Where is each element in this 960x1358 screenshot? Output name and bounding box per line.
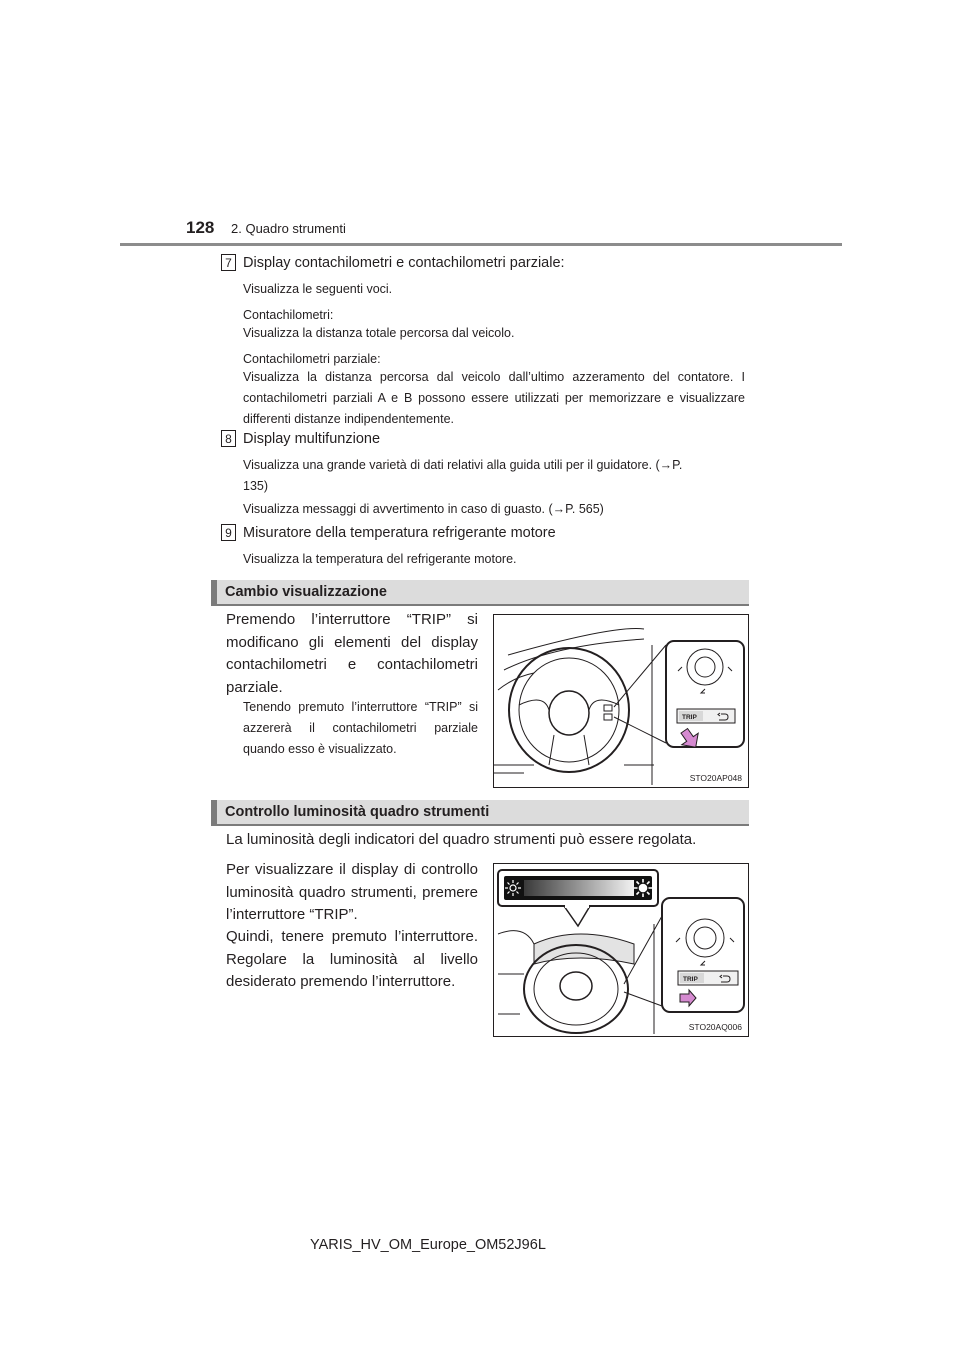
item-title-odometer: Display contachilometri e contachilometri parziale:: [243, 255, 565, 271]
section-text: Per visualizzare il display di controllo luminosità quadro strumenti, premere l’interruttore “TRIP”.: [226, 861, 478, 923]
section-heading: Controllo luminosità quadro strumenti: [225, 804, 490, 820]
item-text: Visualizza messaggi di avvertimento in caso di guasto. (→P. 565): [243, 502, 604, 516]
item-number-8: 8: [221, 430, 236, 447]
figure-code: STO20AQ006: [688, 1022, 742, 1032]
footer-doc-code: YARIS_HV_OM_Europe_OM52J96L: [310, 1237, 546, 1253]
section-note: Tenendo premuto l’interruttore “TRIP” si azzererà il contachilometri parziale quando esso è visualizzato.: [243, 700, 478, 756]
item-text: Visualizza la distanza totale percorsa dal veicolo.: [243, 326, 515, 340]
figure-brightness-control: [493, 863, 749, 1037]
section-heading-band: [211, 800, 749, 826]
header-rule: [120, 243, 842, 246]
bright-sun-icon: [634, 879, 652, 897]
item-title-multi-display: Display multifunzione: [243, 431, 381, 447]
item-number-9: 9: [221, 524, 236, 541]
item-text: Visualizza la temperatura del refrigerante motore.: [243, 552, 517, 566]
item-text: Contachilometri parziale:: [243, 352, 381, 366]
page-number: 128: [186, 218, 215, 237]
item-text: Contachilometri:: [243, 308, 334, 322]
trip-button-label: TRIP: [683, 976, 698, 983]
section-text: Quindi, tenere premuto l’interruttore. Regolare la luminosità al livello desiderato premendo l’interruttore.: [226, 928, 478, 990]
item-number-7: 7: [221, 254, 236, 271]
section-heading: Cambio visualizzazione: [225, 584, 387, 600]
item-title-coolant-gauge: Misuratore della temperatura refrigerante motore: [243, 525, 556, 541]
trip-button-label: TRIP: [682, 714, 697, 721]
section-heading-band: [211, 580, 749, 606]
figure-trip-switch: [493, 614, 749, 788]
item-text: Visualizza la distanza percorsa dal veicolo dall’ultimo azzeramento del contatore. I contachilometri parziali A e B possono essere utilizzati per memorizzare e visualizzare differenti distanze indipendentemente.: [243, 370, 745, 426]
item-text: Visualizza le seguenti voci.: [243, 282, 393, 296]
item-text: Visualizza una grande varietà di dati relativi alla guida utili per il guidatore. (→P. 135): [243, 458, 683, 493]
figure-code: STO20AP048: [689, 773, 742, 783]
section-intro: La luminosità degli indicatori del quadro strumenti può essere regolata.: [226, 831, 697, 848]
section-title: 2. Quadro strumenti: [231, 221, 346, 236]
section-text: Premendo l’interruttore “TRIP” si modificano gli elementi del display contachilometri e contachilometri parziale.: [226, 611, 478, 696]
